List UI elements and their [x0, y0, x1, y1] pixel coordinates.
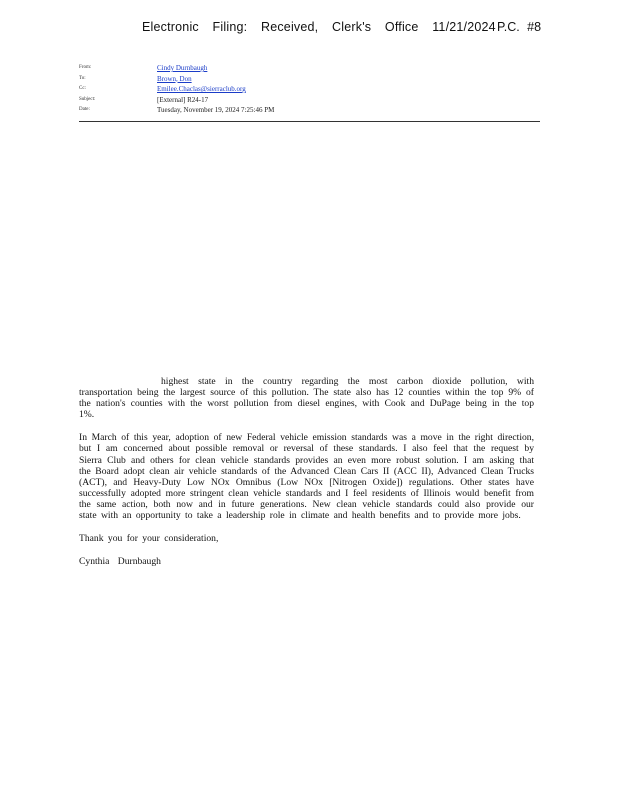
email-body — [79, 376, 534, 579]
header-cc-row — [79, 84, 540, 95]
header-subject-row — [79, 95, 540, 106]
public-comment-number: P.C. #8 — [497, 20, 542, 34]
header-divider — [79, 121, 540, 122]
sender-link[interactable]: Cindy Durnbaugh — [157, 64, 208, 72]
email-header — [79, 63, 540, 116]
cc-label: Cc: — [79, 86, 86, 91]
body-paragraph-1-text: highest state in the country regarding the most carbon dioxide pollution, with transportation being the largest source of this pollution. The state also has 12 counties within the top 9% of the nation's counties with the worst pollution from diesel engines, with Cook and DuPage being in the top 1%. — [79, 376, 534, 421]
subject-value: [External] R24-17 — [157, 95, 209, 104]
subject-label: Subject: — [79, 96, 96, 102]
to-label: To: — [79, 75, 86, 81]
signature: Cynthia Durnbaugh — [79, 556, 161, 568]
from-label: From: — [79, 65, 92, 70]
recipient-link[interactable]: Brown, Don — [157, 74, 192, 83]
header-to-row — [79, 74, 540, 85]
date-value: Tuesday, November 19, 2024 7:25:46 PM — [157, 106, 275, 114]
cc-link[interactable]: Emilee.Chaclas@sierraclub.org — [157, 85, 246, 93]
filing-stamp-text: Electronic Filing: Received, Clerk's Office 11/21/2024 — [142, 20, 496, 34]
body-paragraph-1 — [79, 376, 534, 420]
body-paragraph-2: In March of this year, adoption of new Federal vehicle emission standards was a move in the right direction, but I am concerned about possible removal or reversal of these standards. I also feel that the request by Sierra Club and others for clean vehicle standards provides an even more robust solution. I am asking that the Board adopt clean air vehicle standards of the Advanced Clean Cars II (ACC II), Advanced Clean Trucks (ACT), and Heavy-Duty Low NOx Omnibus (Low NOx [Nitrogen Oxide]) regulations. Other states have successfully adopted more stringent clean vehicle standards and I feel residents of Illinois would benefit from the same action, both now and in future generations. New clean vehicle standards could also provide our state with an opportunity to take a leadership role in climate and health benefits and to provide more jobs. — [79, 432, 534, 522]
header-date-row — [79, 105, 540, 116]
date-label: Date: — [79, 107, 90, 112]
closing-line: Thank you for your consideration, — [79, 533, 219, 545]
header-from-row — [79, 63, 540, 74]
